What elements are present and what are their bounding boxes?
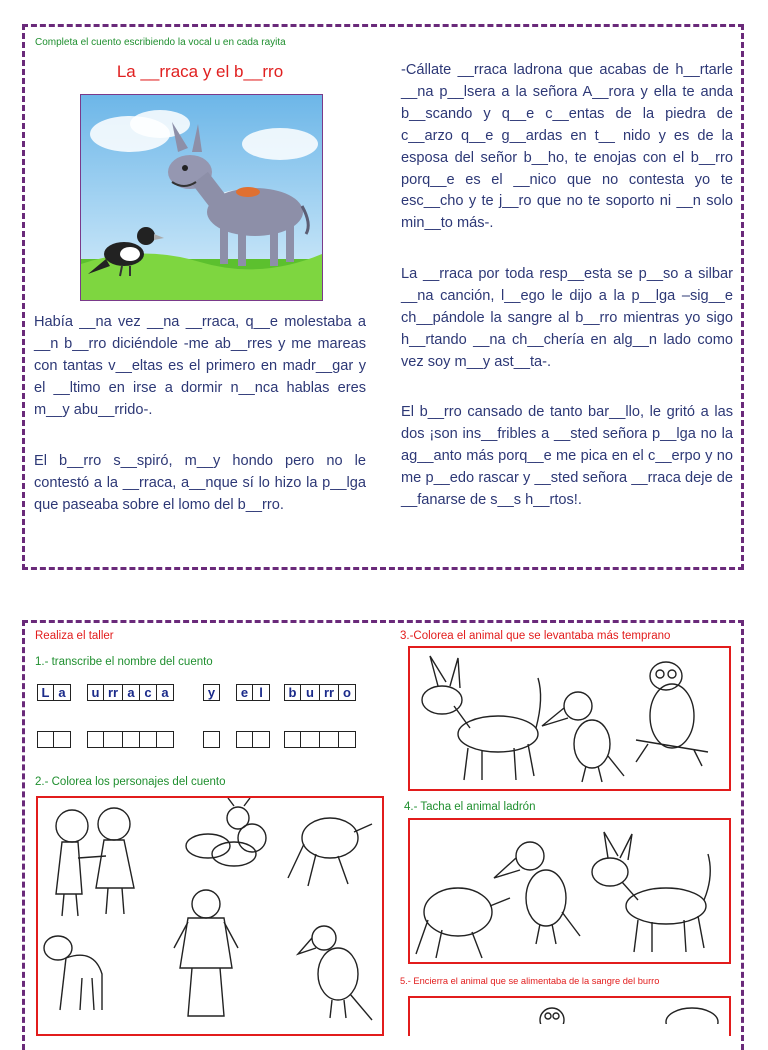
owl-icon [540,1008,564,1024]
name-word-3 [203,684,220,701]
answer-cell[interactable] [236,731,253,748]
answer-cell[interactable] [253,731,270,748]
story-title: La __rraca y el b__rro [116,62,284,81]
question-2: 2.- Colorea los personajes del cuento [35,776,226,788]
name-word-4 [236,684,270,701]
answer-cell[interactable] [157,731,174,748]
magpie-icon [298,926,372,1020]
question-1: 1.- transcribe el nombre del cuento [35,656,213,668]
answer-cell[interactable] [301,731,320,748]
magpie-icon [542,692,624,782]
letter-cell: u [87,684,104,701]
name-word-5 [284,684,356,701]
donkey-icon [422,656,541,780]
name-word-2 [87,684,174,701]
answer-cell[interactable] [203,731,220,748]
letter-cell: a [157,684,174,701]
owl-icon [636,662,708,766]
letter-cell: y [203,684,220,701]
letter-cell: l [253,684,270,701]
letter-cell: e [236,684,253,701]
letter-cell: u [301,684,320,701]
answer-word-1[interactable] [37,731,71,748]
story-paragraph-3: -Cállate __rraca ladrona que acabas de h__rtarle __na p__lsera a la señora A__rora y ella te anda b__scando y q__e c__entas de la piedra de c__arzo q__e g__ardas en t__ nido y es de la esposa del señor b__ho, te enojas con el b__rro porq__e es el __nico que no contesta yo te esc__cho y te j__ro que no te soporto ni __n solo min__to más-. [401,62,733,232]
letter-cell: o [339,684,356,701]
answer-cell[interactable] [339,731,356,748]
story-paragraph-1: Había __na vez __na __rraca, q__e molestaba a __n b__rro diciéndole -me ab__rres y me mareas con tantas v__eltas es el primero en madr__gar y el __ltimo en irse a dormir n__nca hablas eres m__y abu__rrido-. [34,314,366,418]
answer-word-3[interactable] [203,731,220,748]
answer-word-5[interactable] [284,731,356,748]
answer-cell[interactable] [104,731,123,748]
story-paragraph-2: El b__rro s__spiró, m__y hondo pero no le contestó a la __rraca, a__nque sí lo hizo la p__lga que paseaba sobre el lomo del b__rro. [34,453,366,513]
question-3: 3.-Colorea el animal que se levantaba más temprano [400,630,671,642]
characters-drawings[interactable] [38,798,382,1024]
answer-word-2[interactable] [87,731,174,748]
answer-cell[interactable] [37,731,54,748]
answer-cell[interactable] [284,731,301,748]
blood-animal-drawings[interactable] [410,998,729,1024]
answer-word-4[interactable] [236,731,270,748]
answer-cell[interactable] [320,731,339,748]
letter-cell: rr [320,684,339,701]
letter-cell: rr [104,684,123,701]
story-illustration [80,94,323,301]
answer-cell[interactable] [54,731,71,748]
children-icon [56,808,134,916]
flea-icon [288,818,372,886]
letter-cell: c [140,684,157,701]
answer-cell[interactable] [123,731,140,748]
story-instruction: Completa el cuento escribiendo la vocal u en cada rayita [35,37,286,48]
letter-cell: b [284,684,301,701]
dog-icon [44,936,102,1010]
letter-cell: a [123,684,140,701]
early-animal-drawings[interactable] [410,648,729,789]
name-word-1 [37,684,71,701]
question-4: 4.- Tacha el animal ladrón [404,801,536,813]
answer-cell[interactable] [87,731,104,748]
flea-icon [666,1008,718,1024]
woman-icon [174,890,238,1016]
flea-icon [416,888,510,958]
workshop-heading: Realiza el taller [35,630,114,642]
letter-cell: a [54,684,71,701]
caterpillar-icon [186,798,266,866]
question-5: 5.- Encierra el animal que se alimentaba de la sangre del burro [400,976,660,986]
magpie-icon [494,842,580,944]
story-paragraph-4: La __rraca por toda resp__esta se p__so a silbar __na canción, l__ego le dijo a la p__lga –sig__e ch__pándole la sangre al b__rro mientras yo sigo h__rtando __na ch__chería en alg__n lado como vez soy m__y ast__ta-. [401,266,733,370]
thief-animal-drawings[interactable] [410,820,729,962]
story-paragraph-5: El b__rro cansado de tanto bar__llo, le gritó a las dos ¡son ins__fribles a __sted señora p__lga no la ag__anto más porq__e me pica en el c__erpo y no me p__edo rascar y __sted señora __rraca deje de __fanarse de s__s h__rtos!. [401,404,733,508]
letter-cell: L [37,684,54,701]
answer-cell[interactable] [140,731,157,748]
donkey-icon [592,832,710,952]
